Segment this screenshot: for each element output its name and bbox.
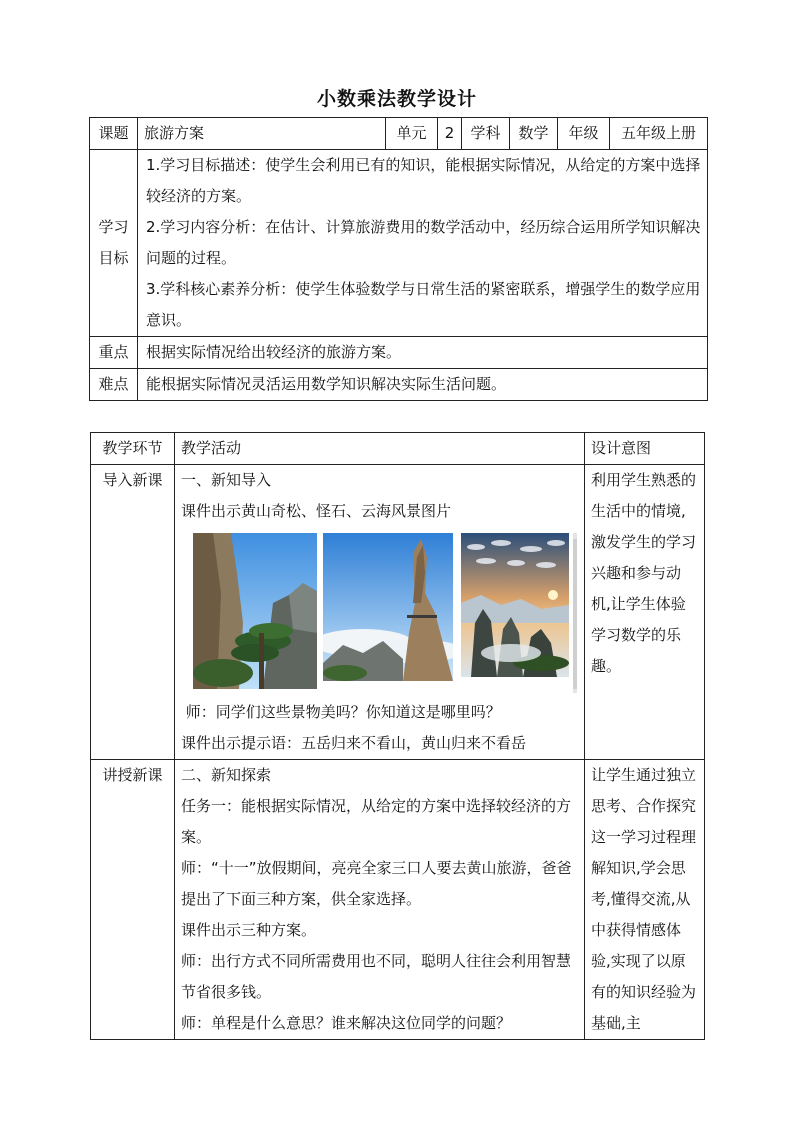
activity-line: 课件出示三种方案。 (181, 921, 317, 939)
activity-line: 师：同学们这些景物美吗？你知道这是哪里吗？ (181, 703, 501, 721)
subject-value: 数学 (510, 118, 558, 150)
objectives-label (90, 150, 138, 337)
process-row-intro (91, 465, 705, 760)
objectives-label-line: 学习 (98, 218, 129, 236)
image-scrollbar-thumb[interactable] (573, 539, 577, 689)
activity-line: 任务一：能根据实际情况，从给定的方案中选择较经济的方案。 (181, 797, 572, 846)
objective-item: 2.学习内容分析：在估计、计算旅游费用的数学活动中，经历综合运用所学知识解决问题的过程。 (146, 218, 701, 267)
activity-cell (175, 465, 585, 760)
key-point-value: 根据实际情况给出较经济的旅游方案。 (138, 337, 708, 369)
activity-line: 一、新知导入 (181, 471, 272, 489)
activity-line: 师：“十一”放假期间，亮亮全家三口人要去黄山旅游，爸爸提出了下面三种方案，供全家选择。 (181, 859, 572, 908)
lesson-info-table (89, 117, 708, 401)
stage-cell: 讲授新课 (91, 760, 175, 1040)
topic-label: 课题 (90, 118, 138, 150)
header-stage: 教学环节 (91, 433, 175, 465)
strange-rock-photo (323, 533, 453, 681)
subject-label: 学科 (462, 118, 510, 150)
stage-cell: 导入新课 (91, 465, 175, 760)
objectives-row (90, 150, 708, 337)
process-row-new-lesson (91, 760, 705, 1040)
intent-cell: 利用学生熟悉的生活中的情境,激发学生的学习兴趣和参与动机,让学生体验学习数学的乐趣。 (585, 465, 705, 760)
scenery-image-gallery (183, 533, 578, 693)
activity-line: 师：单程是什么意思？谁来解决这位同学的问题？ (181, 1014, 512, 1032)
activity-line: 课件出示黄山奇松、怪石、云海风景图片 (181, 502, 452, 520)
unit-value: 2 (438, 118, 462, 150)
difficulty-label: 难点 (90, 369, 138, 401)
difficulty-row (90, 369, 708, 401)
grade-value: 五年级上册 (610, 118, 708, 150)
header-intent: 设计意图 (585, 433, 705, 465)
header-activity: 教学活动 (175, 433, 585, 465)
document-title: 小数乘法教学设计 (316, 88, 477, 110)
objective-item: 1.学习目标描述：使学生会利用已有的知识，能根据实际情况，从给定的方案中选择较经济的方案。 (146, 156, 701, 205)
difficulty-value: 能根据实际情况灵活运用数学知识解决实际生活问题。 (138, 369, 708, 401)
key-point-label: 重点 (90, 337, 138, 369)
objectives-content (138, 150, 708, 337)
objective-item: 3.学科核心素养分析：使学生体验数学与日常生活的紧密联系，增强学生的数学应用意识。 (146, 280, 701, 329)
unit-label: 单元 (386, 118, 438, 150)
info-row (90, 118, 708, 150)
activity-cell (175, 760, 585, 1040)
teaching-process-table (90, 432, 705, 1040)
objectives-label-line: 目标 (98, 249, 129, 267)
activity-line: 课件出示提示语：五岳归来不看山，黄山归来不看岳 (181, 734, 527, 752)
sea-of-clouds-photo (461, 533, 569, 677)
topic-value: 旅游方案 (138, 118, 386, 150)
pine-tree-photo (193, 533, 317, 689)
activity-line: 师：出行方式不同所需费用也不同，聪明人往往会利用智慧节省很多钱。 (181, 952, 572, 1001)
intent-cell: 让学生通过独立思考、合作探究这一学习过程理解知识,学会思考,懂得交流,从中获得情感体验,实现了以原有的知识经验为基础,主 (585, 760, 705, 1040)
process-header-row (91, 433, 705, 465)
key-point-row (90, 337, 708, 369)
grade-label: 年级 (558, 118, 610, 150)
activity-line: 二、新知探索 (181, 766, 272, 784)
